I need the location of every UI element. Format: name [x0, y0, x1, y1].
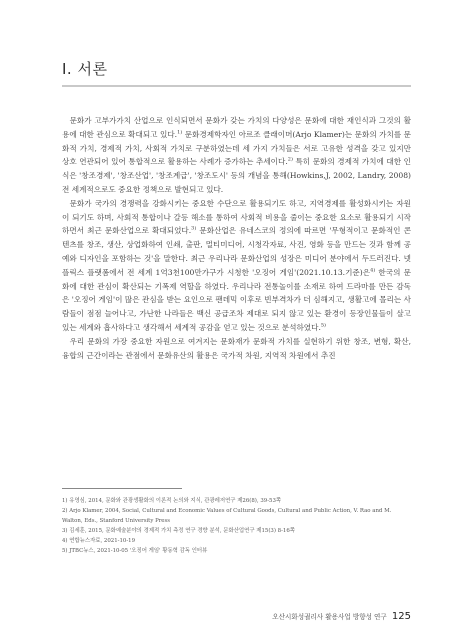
section-heading: Ⅰ. 서론 [62, 60, 108, 78]
paragraph [62, 197, 411, 335]
footnotes [62, 496, 411, 556]
section-heading-block [62, 58, 411, 87]
footnote-divider [62, 488, 182, 489]
footnote-ref: 2) [287, 156, 293, 163]
paragraph-text: 특히 문화의 경제적 가치에 대한 인식은 '창조경제', '창조산업', '창조계급', '창조도시' 등의 개념을 통해(Howkins,J, 2002, Landry, 2008) 전 세계적으로도 중요한 정책으로 발현되고 있다. [62, 157, 411, 194]
footnote-ref: 4) [370, 267, 376, 274]
body-text [62, 114, 411, 362]
paragraph-text: 우리 문화의 가장 중요한 자원으로 여겨지는 문화재가 문화적 가치를 실현하기 위한 창조, 변형, 확산, 융합의 근간이라는 관점에서 문화유산의 활용은 국가적 차원, 지역적 차원에서 추진 [62, 336, 411, 360]
footnote-ref: 3) [191, 225, 197, 232]
page-footer [272, 611, 411, 622]
paragraph-text: 문화가 고부가가치 산업으로 인식되면서 문화가 갖는 가치의 다양성은 문화에 대한 재인식과 그것의 활용에 대한 관심으로 확대되고 있다. [62, 116, 411, 139]
heading-divider [62, 85, 411, 87]
footnote: 1) 유영심, 2014, 문화와 관광생활화의 이론적 논의와 지식, 관광레저연구 제26(8), 39-53쪽 [62, 498, 282, 504]
footnote-ref: 1) [177, 129, 183, 136]
footnote: 5) JTBC뉴스, 2021-10-05 '오징어 게임' 황동혁 감독 인터뷰 [62, 548, 208, 554]
footnote-ref: 5) [320, 322, 327, 329]
page-number: 125 [391, 611, 411, 622]
paragraph-text: 문화산업은 유네스코의 정의에 따르면 '무형적이고 문화적인 콘텐츠를 창조, 생산, 상업화하여 인쇄, 출판, 멀티미디어, 시청각자료, 사진, 영화 등을 만드는 것과 함께 공예와 디자인을 포함하는 것'을 말한다. 최근 우리나라 문화산업의 성장은 미디어 분야에서 두드러진다. 넷플릭스 플랫폼에서 전 세계 1억3천100만가구가 시청한 '오징어 게임'(2021.10.13.기준)은 [62, 226, 411, 277]
footnote: 2) Arjo Klamer, 2004, Social, Cultural and Economic Values of Cultural Goods, Cultural and Public Action, V. Rao and M. Walton, Eds., Stanford University Press [62, 508, 392, 524]
paragraph-text: 한국의 문화에 대한 관심이 확산되는 기폭제 역할을 하였다. 우리나라 전통놀이를 소재로 하여 드라마를 만든 감독은 '오징어 게임'이 많은 관심을 받는 요인으로 팬데믹 이후로 빈부격차가 더 심해지고, 생활고에 몰리는 사람들이 점점 늘어나고, 가난한 나라들은 백신 공급조차 제대로 되지 않고 있는 환경이 등장인물들이 살고 있는 세계와 흡사하다고 생각해서 세계적 공감을 얻고 있는 것으로 분석하였다. [62, 267, 411, 332]
paragraph [62, 335, 411, 363]
paragraph-text: 문화가 국가의 경쟁력을 강화시키는 중요한 수단으로 활용되기도 하고, 지역경제를 활성화시키는 자원이 되기도 하며, 사회적 통합이나 갈등 해소를 통하여 사회적 비용을 줄이는 중요한 요소로 활용되기 시작하면서 최근 문화산업으로 확대되었다. [62, 198, 411, 236]
paragraph [62, 114, 411, 197]
paragraph-text: 문화경제학자인 아르조 클래이머(Arjo Klamer)는 문화의 가치를 문화적 가치, 경제적 가치, 사회적 가치로 구분하였는데 세 가지 가치들은 서로 고유한 성격을 갖고 있지만 상호 연관되어 있어 통합적으로 활용하는 사례가 증가하는 추세이다. [62, 129, 411, 167]
footnote: 4) 연합뉴스자료, 2021-10-19 [62, 538, 135, 544]
footnote: 3) 김세훈, 2015, 문화예술분야의 경제적 가치 측정 연구 경향 분석, 문화산업연구 제15(3) 8-16쪽 [62, 528, 295, 534]
running-title: 오산시화성궐리사 활용사업 방향성 연구 [272, 613, 387, 621]
